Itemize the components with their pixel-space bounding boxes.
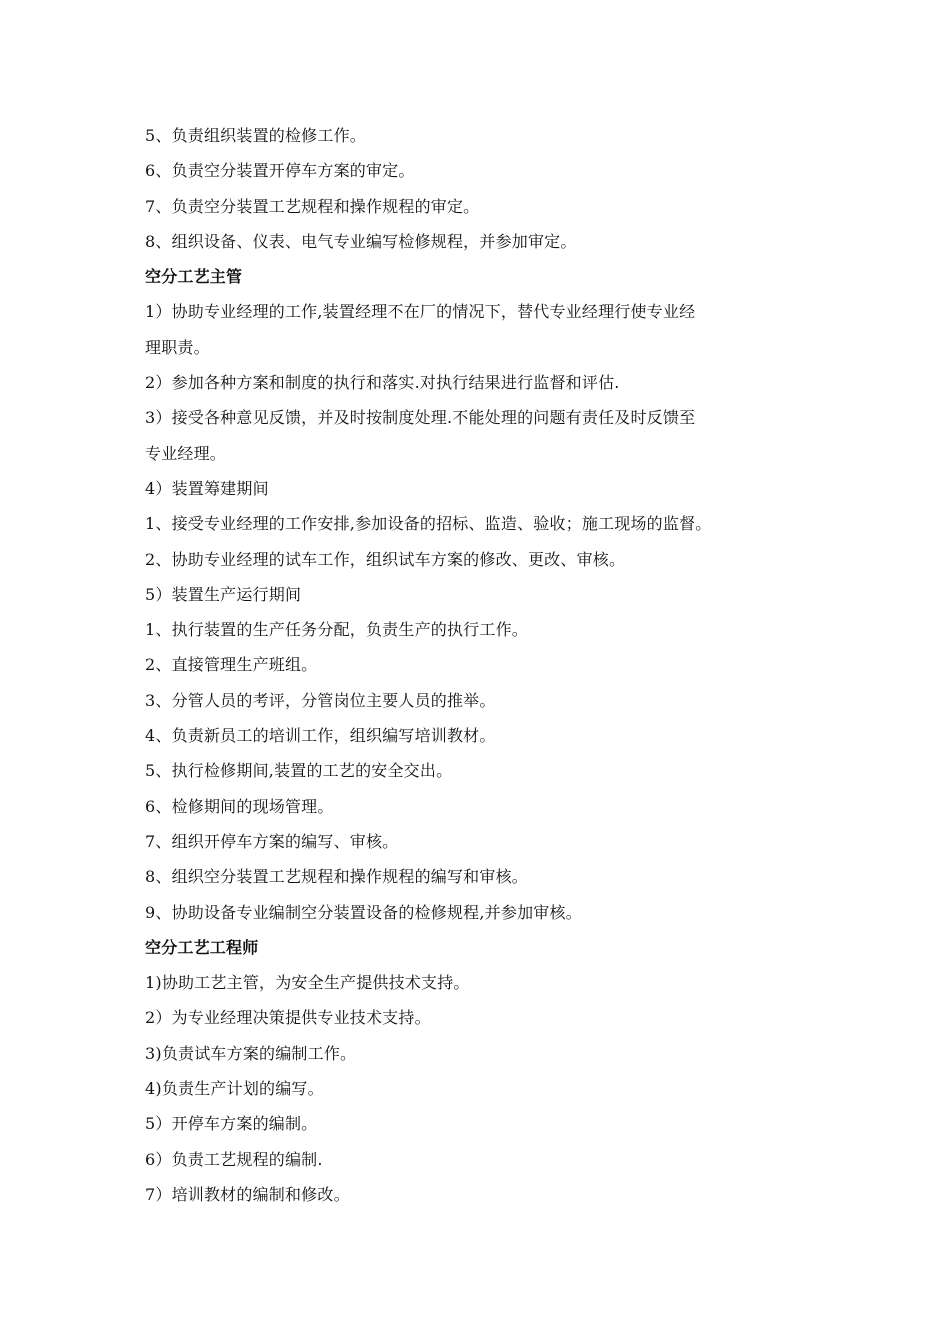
text-line: 4）装置筹建期间 bbox=[145, 478, 269, 498]
text-line: 6）负责工艺规程的编制. bbox=[145, 1149, 323, 1169]
text-line: 8、组织空分装置工艺规程和操作规程的编写和审核。 bbox=[145, 867, 528, 887]
text-line: 2、直接管理生产班组。 bbox=[145, 655, 318, 675]
text-line: 9、协助设备专业编制空分装置设备的检修规程,并参加审核。 bbox=[145, 902, 582, 922]
text-line: 6、负责空分装置开停车方案的审定。 bbox=[145, 161, 415, 181]
text-line: 6、检修期间的现场管理。 bbox=[145, 796, 334, 816]
text-line: 4、负责新员工的培训工作，组织编写培训教材。 bbox=[145, 726, 496, 746]
text-line: 7、组织开停车方案的编写、审核。 bbox=[145, 831, 399, 851]
text-line: 7）培训教材的编制和修改。 bbox=[145, 1184, 350, 1204]
text-line: 8、组织设备、仪表、电气专业编写检修规程，并参加审定。 bbox=[145, 231, 577, 251]
section-heading: 空分工艺主管 bbox=[145, 267, 243, 287]
text-line: 1）协助专业经理的工作,装置经理不在厂的情况下，替代专业经理行使专业经 bbox=[145, 302, 696, 322]
text-line: 2、协助专业经理的试车工作，组织试车方案的修改、更改、审核。 bbox=[145, 549, 626, 569]
text-line: 5）开停车方案的编制。 bbox=[145, 1114, 318, 1134]
text-line: 2）为专业经理决策提供专业技术支持。 bbox=[145, 1008, 431, 1028]
text-line: 理职责。 bbox=[145, 337, 210, 357]
text-line: 1、执行装置的生产任务分配，负责生产的执行工作。 bbox=[145, 620, 528, 640]
text-line: 5、执行检修期间,装置的工艺的安全交出。 bbox=[145, 761, 453, 781]
document-page bbox=[145, 118, 815, 1212]
text-line: 4)负责生产计划的编写。 bbox=[145, 1079, 324, 1099]
text-line: 3、分管人员的考评，分管岗位主要人员的推举。 bbox=[145, 690, 496, 710]
text-line: 3）接受各种意见反馈，并及时按制度处理.不能处理的问题有责任及时反馈至 bbox=[145, 408, 696, 428]
text-line: 5、负责组织装置的检修工作。 bbox=[145, 126, 366, 145]
text-line: 1)协助工艺主管，为安全生产提供技术支持。 bbox=[145, 973, 470, 993]
text-line: 2）参加各种方案和制度的执行和落实.对执行结果进行监督和评估. bbox=[145, 373, 620, 393]
section-heading: 空分工艺工程师 bbox=[145, 937, 259, 957]
text-line: 5）装置生产运行期间 bbox=[145, 584, 302, 604]
text-line: 3)负责试车方案的编制工作。 bbox=[145, 1043, 357, 1063]
text-line: 专业经理。 bbox=[145, 443, 227, 463]
text-line: 1、接受专业经理的工作安排,参加设备的招标、监造、验收；施工现场的监督。 bbox=[145, 514, 712, 534]
text-line: 7、负责空分装置工艺规程和操作规程的审定。 bbox=[145, 196, 480, 216]
